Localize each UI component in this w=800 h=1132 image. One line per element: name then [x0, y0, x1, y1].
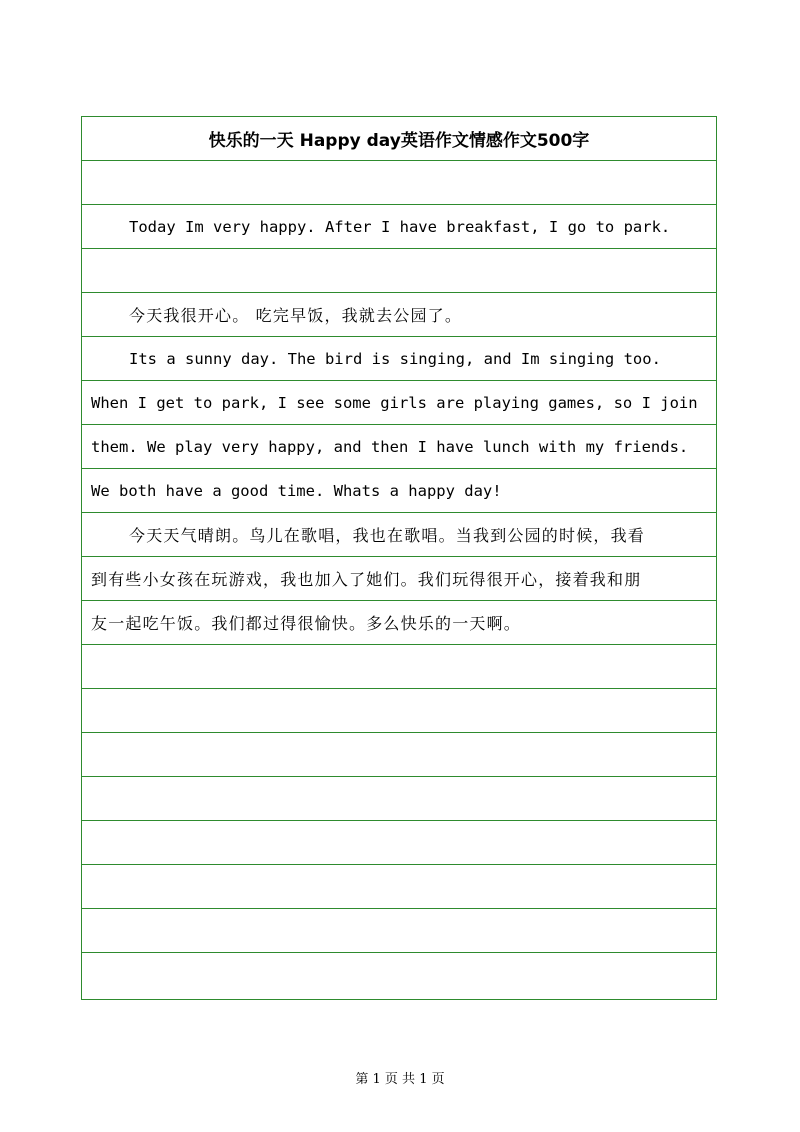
- line-16: [82, 821, 716, 865]
- line-14: [82, 733, 716, 777]
- line-12: [82, 645, 716, 689]
- line-1: [82, 161, 716, 205]
- line-10: 到有些小女孩在玩游戏，我也加入了她们。我们玩得很开心，接着我和朋: [82, 557, 716, 601]
- line-19: [82, 953, 716, 997]
- line-6: When I get to park, I see some girls are playing games, so I join: [82, 381, 716, 425]
- line-11: 友一起吃午饭。我们都过得很愉快。多么快乐的一天啊。: [82, 601, 716, 645]
- line-7: them. We play very happy, and then I have lunch with my friends.: [82, 425, 716, 469]
- line-15: [82, 777, 716, 821]
- line-18: [82, 909, 716, 953]
- line-2: Today Im very happy. After I have breakfast, I go to park.: [82, 205, 716, 249]
- line-9: 今天天气晴朗。鸟儿在歌唱，我也在歌唱。当我到公园的时候，我看: [82, 513, 716, 557]
- line-4: 今天我很开心。 吃完早饭，我就去公园了。: [82, 293, 716, 337]
- line-5: Its a sunny day. The bird is singing, and Im singing too.: [82, 337, 716, 381]
- document-title: 快乐的一天 Happy day英语作文情感作文500字: [82, 117, 716, 161]
- line-13: [82, 689, 716, 733]
- line-8: We both have a good time. Whats a happy day!: [82, 469, 716, 513]
- page-number: 第 1 页 共 1 页: [355, 1072, 445, 1087]
- lined-paper: [81, 116, 717, 1000]
- line-17: [82, 865, 716, 909]
- line-3: [82, 249, 716, 293]
